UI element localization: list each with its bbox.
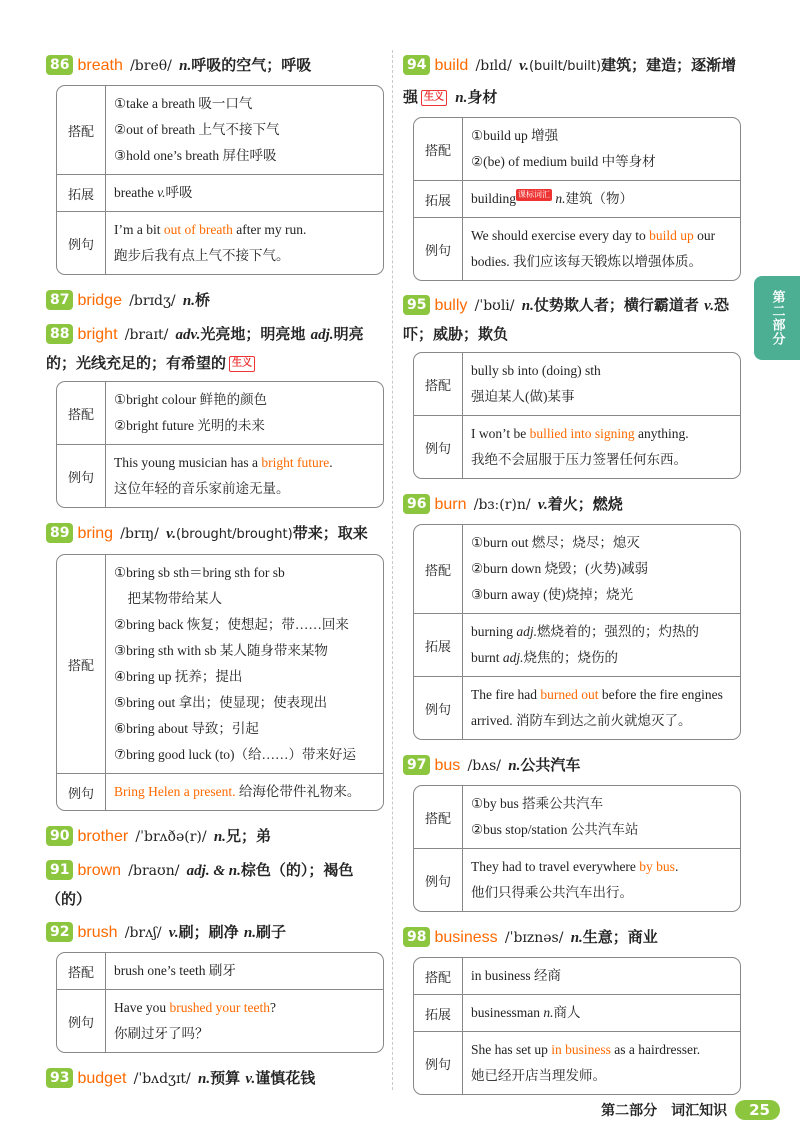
example-highlight: Bring Helen a present. — [114, 784, 236, 799]
example-text: ? — [269, 1000, 276, 1015]
collocation-list — [463, 958, 740, 994]
example-text: The fire had — [471, 687, 541, 702]
entry-table — [56, 952, 384, 1053]
footer-section-title: 第二部分 词汇知识 — [601, 1103, 728, 1119]
curriculum-tag: 课标词汇 — [518, 190, 551, 199]
definition: 明亮的；光线充足的；有希望的 — [46, 325, 364, 372]
example-label: 例句 — [57, 774, 106, 810]
headword: bring — [77, 525, 114, 542]
expansion-definition: 商人 — [553, 1005, 581, 1020]
phonetic: /braʊn/ — [128, 863, 180, 879]
collocation-label: 搭配 — [57, 86, 106, 174]
part-of-speech: adv. — [175, 327, 201, 343]
part-of-speech: n. — [213, 829, 226, 845]
expansion-label: 拓展 — [414, 614, 463, 676]
expansion-pos: adj. — [502, 650, 524, 665]
entry-number: 90 — [46, 826, 73, 846]
phonetic: /ˈbʌdʒɪt/ — [133, 1071, 191, 1087]
example-text: Have you — [114, 1000, 170, 1015]
expansion-word: breathe — [114, 185, 154, 200]
definition: 棕色（的）；褐色（的） — [46, 861, 354, 908]
definition: 兄；弟 — [225, 827, 271, 845]
phonetic: /brɪŋ/ — [120, 526, 159, 542]
column-divider — [392, 50, 393, 1090]
part-of-speech: n. — [182, 293, 195, 309]
new-meaning-tag: 生义 — [229, 356, 255, 372]
example-highlight: out of breath — [163, 222, 233, 237]
verb-forms: (built/built) — [528, 59, 602, 74]
example-content — [463, 218, 740, 280]
collocation-label: 搭配 — [414, 118, 463, 180]
entry-table — [413, 352, 741, 479]
collocation-label: 搭配 — [57, 555, 106, 773]
headword: budget — [77, 1070, 127, 1087]
part-of-speech: adj. — [310, 327, 334, 343]
collocation-item: bully sb into (doing) sth — [471, 363, 601, 378]
entry-number: 96 — [403, 494, 430, 514]
new-meaning-tag: 生义 — [421, 90, 447, 106]
example-translation: 我们应该每天锻炼以增强体质。 — [509, 254, 702, 269]
entry-heading — [403, 750, 741, 781]
collocation-item: ①build up 增强 — [471, 128, 559, 143]
collocation-list — [106, 86, 383, 174]
expansion-word: building — [471, 191, 517, 206]
definition: 公共汽车 — [520, 756, 581, 774]
left-column — [46, 50, 384, 1098]
example-content — [106, 212, 383, 274]
entry-heading — [403, 489, 741, 520]
example-translation: 我绝不会屈服于压力签署任何东西。 — [471, 452, 687, 467]
collocation-label: 搭配 — [57, 382, 106, 444]
collocation-item: ③hold one’s breath 屏住呼吸 — [114, 148, 277, 163]
part-of-speech: n. — [570, 930, 583, 946]
collocation-item: ①take a breath 吸一口气 — [114, 96, 253, 111]
entry-number: 89 — [46, 523, 73, 543]
part-of-speech: v. — [537, 497, 548, 513]
collocation-item: ③burn away (使)烧掉；烧光 — [471, 587, 634, 602]
example-translation: 跑步后我有点上气不接下气。 — [114, 248, 290, 263]
phonetic: /breθ/ — [130, 58, 172, 74]
expansion-word: businessman — [471, 1005, 540, 1020]
example-text: . — [674, 859, 679, 874]
entry-table — [413, 785, 741, 912]
expansion-content — [463, 614, 740, 676]
collocation-item: ①bring sb sth＝bring sth for sb — [114, 565, 285, 580]
entry-heading — [403, 50, 741, 113]
example-text: after my run. — [232, 222, 307, 237]
entry-table — [413, 524, 741, 740]
collocation-item: ②bus stop/station 公共汽车站 — [471, 822, 639, 837]
collocation-label: 搭配 — [414, 958, 463, 994]
part-of-speech: v. — [519, 58, 529, 74]
example-translation: 他们只得乘公共汽车出行。 — [471, 885, 633, 900]
example-translation: 消防车到达之前火就熄灭了。 — [512, 713, 692, 728]
entry-number: 86 — [46, 55, 73, 75]
collocation-list — [106, 555, 383, 773]
headword: bright — [77, 326, 118, 343]
verb-forms: (brought/brought) — [175, 527, 293, 542]
definition: 生意；商业 — [582, 928, 658, 946]
entry-number: 91 — [46, 860, 73, 880]
expansion-definition: 建筑（物） — [565, 191, 634, 206]
collocation-item: ④bring up 抚养；提出 — [114, 669, 243, 684]
phonetic: /brɪdʒ/ — [129, 293, 176, 309]
example-label: 例句 — [414, 849, 463, 911]
collocation-label: 搭配 — [57, 953, 106, 989]
collocation-item: in business 经商 — [471, 968, 562, 983]
entry-number: 95 — [403, 295, 430, 315]
definition: 桥 — [194, 291, 210, 309]
page-footer — [601, 1100, 780, 1120]
entry-heading — [403, 922, 741, 953]
expansion-pos: n. — [555, 191, 566, 206]
entry-number: 88 — [46, 324, 73, 344]
entry-table — [56, 85, 384, 275]
part-of-speech: v. — [245, 1071, 256, 1087]
part-of-speech: n. — [455, 90, 468, 106]
expansion-definition: 呼吸 — [165, 185, 193, 200]
example-label: 例句 — [57, 445, 106, 507]
example-text: I’m a bit — [114, 222, 164, 237]
example-highlight: by bus — [639, 859, 675, 874]
example-text: our bodies. — [471, 228, 716, 269]
headword: bridge — [77, 292, 122, 309]
example-text: before the fire engines arrived. — [471, 687, 723, 728]
collocation-item: ②burn down 烧毁；(火势)减弱 — [471, 561, 649, 576]
phonetic: /ˈbrʌðə(r)/ — [135, 829, 207, 845]
entry-heading — [46, 518, 384, 550]
example-text: We should exercise every day to — [471, 228, 650, 243]
definition: 仗势欺人者；横行霸道者 — [533, 296, 699, 314]
entry-number: 93 — [46, 1068, 73, 1088]
entry-heading — [46, 50, 384, 81]
example-label: 例句 — [414, 1032, 463, 1094]
example-highlight: in business — [551, 1042, 611, 1057]
entry-number: 98 — [403, 927, 430, 947]
collocation-label: 搭配 — [414, 525, 463, 613]
expansion-pos: v. — [157, 185, 166, 200]
definition: 建筑；建造；逐渐增强 — [403, 56, 737, 106]
collocation-list — [106, 953, 383, 989]
part-of-speech: v. — [166, 526, 176, 542]
headword: burn — [434, 496, 467, 513]
headword: brother — [77, 828, 129, 845]
collocation-label: 搭配 — [414, 353, 463, 415]
expansion-content — [463, 995, 740, 1031]
part-of-speech: n. — [243, 925, 256, 941]
example-text: I won’t be — [471, 426, 530, 441]
collocation-label: 搭配 — [414, 786, 463, 848]
definition: 光亮地；明亮地 — [200, 325, 306, 343]
example-text: as a hairdresser. — [610, 1042, 701, 1057]
collocation-list — [463, 786, 740, 848]
collocation-list — [463, 118, 740, 180]
entry-heading — [46, 917, 384, 948]
example-content — [106, 990, 383, 1052]
definition: 谨慎花钱 — [255, 1069, 316, 1087]
example-text: . — [329, 455, 333, 470]
collocation-item: ②(be) of medium build 中等身材 — [471, 154, 656, 169]
headword: breath — [77, 57, 123, 74]
entry-heading — [46, 285, 384, 316]
phonetic: /ˈbʊli/ — [474, 298, 515, 314]
example-content — [106, 774, 383, 810]
expansion-label: 拓展 — [57, 175, 106, 211]
example-label: 例句 — [57, 990, 106, 1052]
collocation-item: ②out of breath 上气不接下气 — [114, 122, 280, 137]
entry-heading — [46, 821, 384, 852]
expansion-label: 拓展 — [414, 995, 463, 1031]
entry-table — [413, 117, 741, 281]
definition: 恐吓；威胁；欺负 — [403, 296, 729, 343]
phonetic: /bɪld/ — [475, 58, 512, 74]
collocation-item: ③bring sth with sb 某人随身带来某物 — [114, 643, 328, 658]
part-of-speech: n. — [508, 758, 521, 774]
expansion-definition: 燃烧着的；强烈的；灼热的 — [537, 624, 700, 639]
phonetic: /ˈbɪznəs/ — [504, 930, 564, 946]
example-translation: 你刷过牙了吗？ — [114, 1026, 209, 1041]
expansion-word: burning — [471, 624, 513, 639]
definition: 刷子 — [256, 923, 287, 941]
collocation-item: ①burn out 燃尽；烧尽；熄灭 — [471, 535, 640, 550]
example-label: 例句 — [57, 212, 106, 274]
collocation-item: brush one’s teeth 刷牙 — [114, 963, 236, 978]
collocation-item: ②bright future 光明的未来 — [114, 418, 265, 433]
example-content — [463, 1032, 740, 1094]
part-of-speech: n. — [521, 298, 534, 314]
expansion-content — [463, 181, 740, 217]
headword: brush — [77, 924, 118, 941]
example-label: 例句 — [414, 218, 463, 280]
page-number: 25 — [735, 1100, 780, 1120]
phonetic: /braɪt/ — [124, 327, 169, 343]
phonetic: /bɜː(r)n/ — [473, 497, 531, 513]
expansion-definition: 烧焦的；烧伤的 — [523, 650, 619, 665]
part-of-speech: n. — [179, 58, 192, 74]
phonetic: /brʌʃ/ — [124, 925, 162, 941]
part-of-speech: v. — [168, 925, 179, 941]
entry-table — [56, 554, 384, 811]
entry-heading — [403, 291, 741, 348]
collocation-item: ⑤bring out 拿出；使显现；使表现出 — [114, 695, 328, 710]
definition: 身材 — [467, 88, 498, 106]
definition: 呼吸的空气；呼吸 — [191, 56, 312, 74]
example-translation: 她已经开店当理发师。 — [471, 1068, 606, 1083]
collocation-list — [106, 382, 383, 444]
definition: 预算 — [210, 1069, 241, 1087]
expansion-label: 拓展 — [414, 181, 463, 217]
phonetic: /bʌs/ — [467, 758, 502, 774]
collocation-item: ①bright colour 鲜艳的颜色 — [114, 392, 268, 407]
part-of-speech: v. — [704, 298, 714, 314]
entry-heading — [46, 856, 384, 913]
headword: build — [434, 57, 469, 74]
entry-heading — [46, 320, 384, 377]
expansion-word: burnt — [471, 650, 500, 665]
example-content — [463, 677, 740, 739]
example-highlight: burned out — [540, 687, 599, 702]
collocation-list — [463, 353, 740, 415]
example-label: 例句 — [414, 677, 463, 739]
example-highlight: bright future — [261, 455, 330, 470]
headword: brown — [77, 862, 122, 879]
example-translation: 给海伦带件礼物来。 — [235, 784, 361, 799]
example-translation: 这位年轻的音乐家前途无量。 — [114, 481, 290, 496]
entry-heading — [46, 1063, 384, 1094]
example-text: She has set up — [471, 1042, 552, 1057]
expansion-pos: adj. — [516, 624, 538, 639]
expansion-content — [106, 175, 383, 211]
headword: business — [434, 929, 498, 946]
collocation-list — [463, 525, 740, 613]
collocation-item: ①by bus 搭乘公共汽车 — [471, 796, 604, 811]
part-of-speech: n. — [198, 1071, 211, 1087]
headword: bus — [434, 757, 461, 774]
right-column — [403, 50, 741, 1105]
collocation-item: ②bring back 恢复；使想起；带……回来 — [114, 617, 349, 632]
example-content — [463, 416, 740, 478]
definition: 带来；取来 — [292, 524, 368, 542]
entry-number: 87 — [46, 290, 73, 310]
definition: 着火；燃烧 — [547, 495, 623, 513]
example-text: This young musician has a — [114, 455, 262, 470]
part-of-speech: adj. & n. — [186, 863, 241, 879]
headword: bully — [434, 297, 468, 314]
example-text: anything. — [634, 426, 689, 441]
expansion-pos: n. — [543, 1005, 554, 1020]
collocation-item: 把某物带给某人 — [114, 591, 222, 606]
section-side-tab: 第二部分 — [754, 276, 800, 360]
entry-number: 97 — [403, 755, 430, 775]
example-highlight: bullied into signing — [529, 426, 635, 441]
entry-number: 92 — [46, 922, 73, 942]
entry-table — [413, 957, 741, 1095]
collocation-item: ⑥bring about 导致；引起 — [114, 721, 259, 736]
collocation-item: ⑦bring good luck (to)（给……）带来好运 — [114, 747, 356, 762]
example-highlight: brushed your teeth — [169, 1000, 270, 1015]
entry-table — [56, 381, 384, 508]
definition: 刷；刷净 — [178, 923, 239, 941]
example-highlight: build up — [649, 228, 694, 243]
example-content — [106, 445, 383, 507]
entry-number: 94 — [403, 55, 430, 75]
collocation-item: 强迫某人(做)某事 — [471, 389, 575, 404]
example-content — [463, 849, 740, 911]
example-text: They had to travel everywhere — [471, 859, 640, 874]
example-label: 例句 — [414, 416, 463, 478]
